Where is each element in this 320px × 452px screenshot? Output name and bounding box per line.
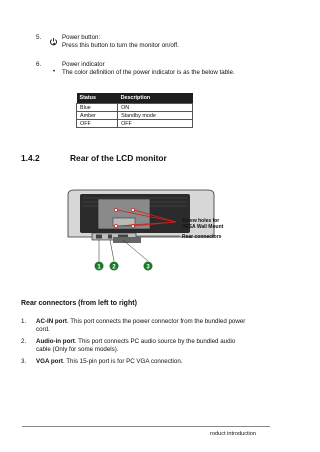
section-number: 1.4.2 (21, 153, 40, 163)
connector-item-number: 3. (21, 358, 27, 365)
connector-desc: . This 15-pin port is for PC VGA connection. (62, 358, 183, 365)
callout-rear-connectors: Rear connectors (182, 234, 222, 240)
power-icon (49, 33, 58, 42)
connector-desc-cont: cable (Only for some models). (36, 346, 119, 353)
callout-screw-line-2: VESA Wall Mount (182, 224, 224, 230)
bullet-dot: • (53, 69, 56, 75)
connector-item-number: 1. (21, 318, 27, 325)
table-header-status: Status (77, 93, 118, 104)
connector-item (36, 318, 276, 326)
port-number-1: 1 (97, 264, 101, 271)
connector-desc: . This port connects PC audio source by the bundled audio (74, 338, 236, 345)
callout-screw-line-1: Screw holes for (182, 218, 220, 224)
footer-text: roduct introduction (210, 431, 257, 437)
port-number-3: 3 (146, 264, 150, 271)
port-number-2: 2 (112, 264, 116, 271)
section-5-number: 5. (36, 34, 42, 41)
power-indicator-title: Power indicator (62, 61, 105, 68)
table-row (77, 104, 193, 112)
table-row (77, 112, 193, 120)
connector-name: AC-IN port (36, 318, 67, 325)
callout-screw-holes (182, 218, 223, 230)
table-cell: Amber (77, 112, 118, 120)
table-cell: Standby mode (118, 112, 193, 120)
power-indicator-desc: The color definition of the power indicator is as the below table. (62, 69, 235, 76)
connector-item (36, 358, 276, 366)
footer-rule (22, 426, 270, 427)
connector-item (36, 338, 276, 346)
power-indicator-table (76, 93, 193, 128)
connector-desc-cont: cord. (36, 326, 50, 333)
table-header-description: Description (118, 93, 193, 104)
rear-monitor-diagram (58, 185, 238, 275)
power-button-title: Power button: (62, 34, 101, 41)
table-row (77, 120, 193, 128)
connector-name: VGA port (36, 358, 63, 365)
bullet-dot: • (53, 42, 56, 48)
power-button-desc: Press this button to turn the monitor on/off. (62, 42, 179, 49)
table-cell: ON (118, 104, 193, 112)
table-cell: Blue (77, 104, 118, 112)
connectors-title: Rear connectors (from left to right) (21, 300, 137, 307)
connector-desc: . This port connects the power connector from the bundled power (66, 318, 246, 325)
table-cell: OFF (77, 120, 118, 128)
table-header-row (77, 93, 193, 104)
connector-item-number: 2. (21, 338, 27, 345)
section-title: Rear of the LCD monitor (70, 153, 167, 163)
section-6-number: 6. (36, 61, 42, 68)
table-cell: OFF (118, 120, 193, 128)
connector-name: Audio-in port (36, 338, 75, 345)
